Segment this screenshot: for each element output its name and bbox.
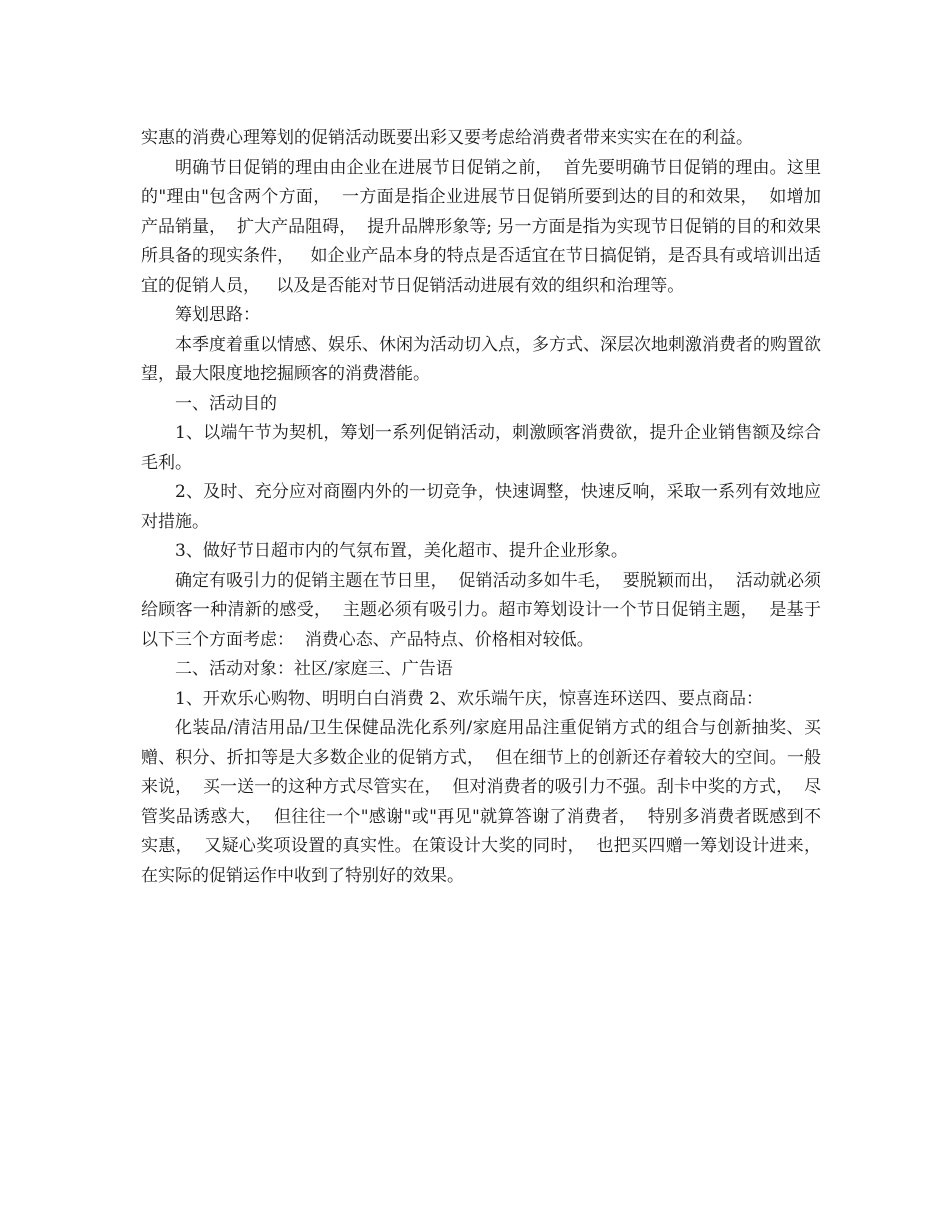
paragraph-1: 实惠的消费心理筹划的促销活动既要出彩又要考虑给消费者带来实实在在的利益。: [141, 128, 753, 148]
paragraph-4: 本季度着重以情感、娱乐、休闲为活动切入点，多方式、深层次地刺激消费者的购置欲望，最大限度地挖掘顾客的消费潜能。: [141, 334, 821, 384]
paragraph-12: 化装品/清洁用品/卫生保健品洗化系列/家庭用品注重促销方式的组合与创新抽奖、买赠、积分、折扣等是大多数企业的促销方式， 但在细节上的创新还存着较大的空间。一般来说， 买一送一的这种方式尽管实在， 但对消费者的吸引力不强。刮卡中奖的方式， 尽管奖品诱惑大， 但往往一个"感谢"或"再见"就算答谢了消费者， 特别多消费者既感到不实惠， 又疑心奖项设置的真实性。在策设计大奖的同时， 也把买四赠一筹划设计进来， 在实际的促销运作中收到了特别好的效果。: [141, 718, 832, 886]
document-body: [141, 124, 832, 891]
paragraph-6: 1、以端午节为契机，筹划一系列促销活动，刺激顾客消费欲，提升企业销售额及综合毛利。: [141, 423, 821, 473]
paragraph-8: 3、做好节日超市内的气氛布置，美化超市、提升企业形象。: [175, 541, 628, 561]
paragraph-9: 确定有吸引力的促销主题在节日里， 促销活动多如牛毛， 要脱颖而出， 活动就必须给顾客一种清新的感受， 主题必须有吸引力。超市筹划设计一个节日促销主题， 是基于以下三个方面考虑： 消费心态、产品特点、价格相对较低。: [141, 570, 821, 650]
paragraph-10: 二、活动对象：社区/家庭三、广告语: [175, 659, 453, 679]
paragraph-11: 1、开欢乐心购物、明明白白消费 2、欢乐端午庆，惊喜连环送四、要点商品：: [175, 688, 764, 709]
paragraph-7: 2、及时、充分应对商圈内外的一切竞争，快速调整，快速反响，采取一系列有效地应对措施。: [141, 482, 821, 532]
paragraph-3: 筹划思路：: [175, 305, 260, 325]
paragraph-2: 明确节日促销的理由由企业在进展节日促销之前， 首先要明确节日促销的理由。这里的"理由"包含两个方面， 一方面是指企业进展节日促销所要到达的目的和效果， 如增加产品销量， 扩大产品阻碍， 提升品牌形象等; 另一方面是指为实现节日促销的目的和效果所具备的现实条件， 如企业产品本身的特点是否适宜在节日搞促销，是否具有或培训出适宜的促销人员， 以及是否能对节日促销活动进展有效的组织和治理等。: [141, 157, 821, 296]
paragraph-5: 一、活动目的: [175, 393, 277, 414]
